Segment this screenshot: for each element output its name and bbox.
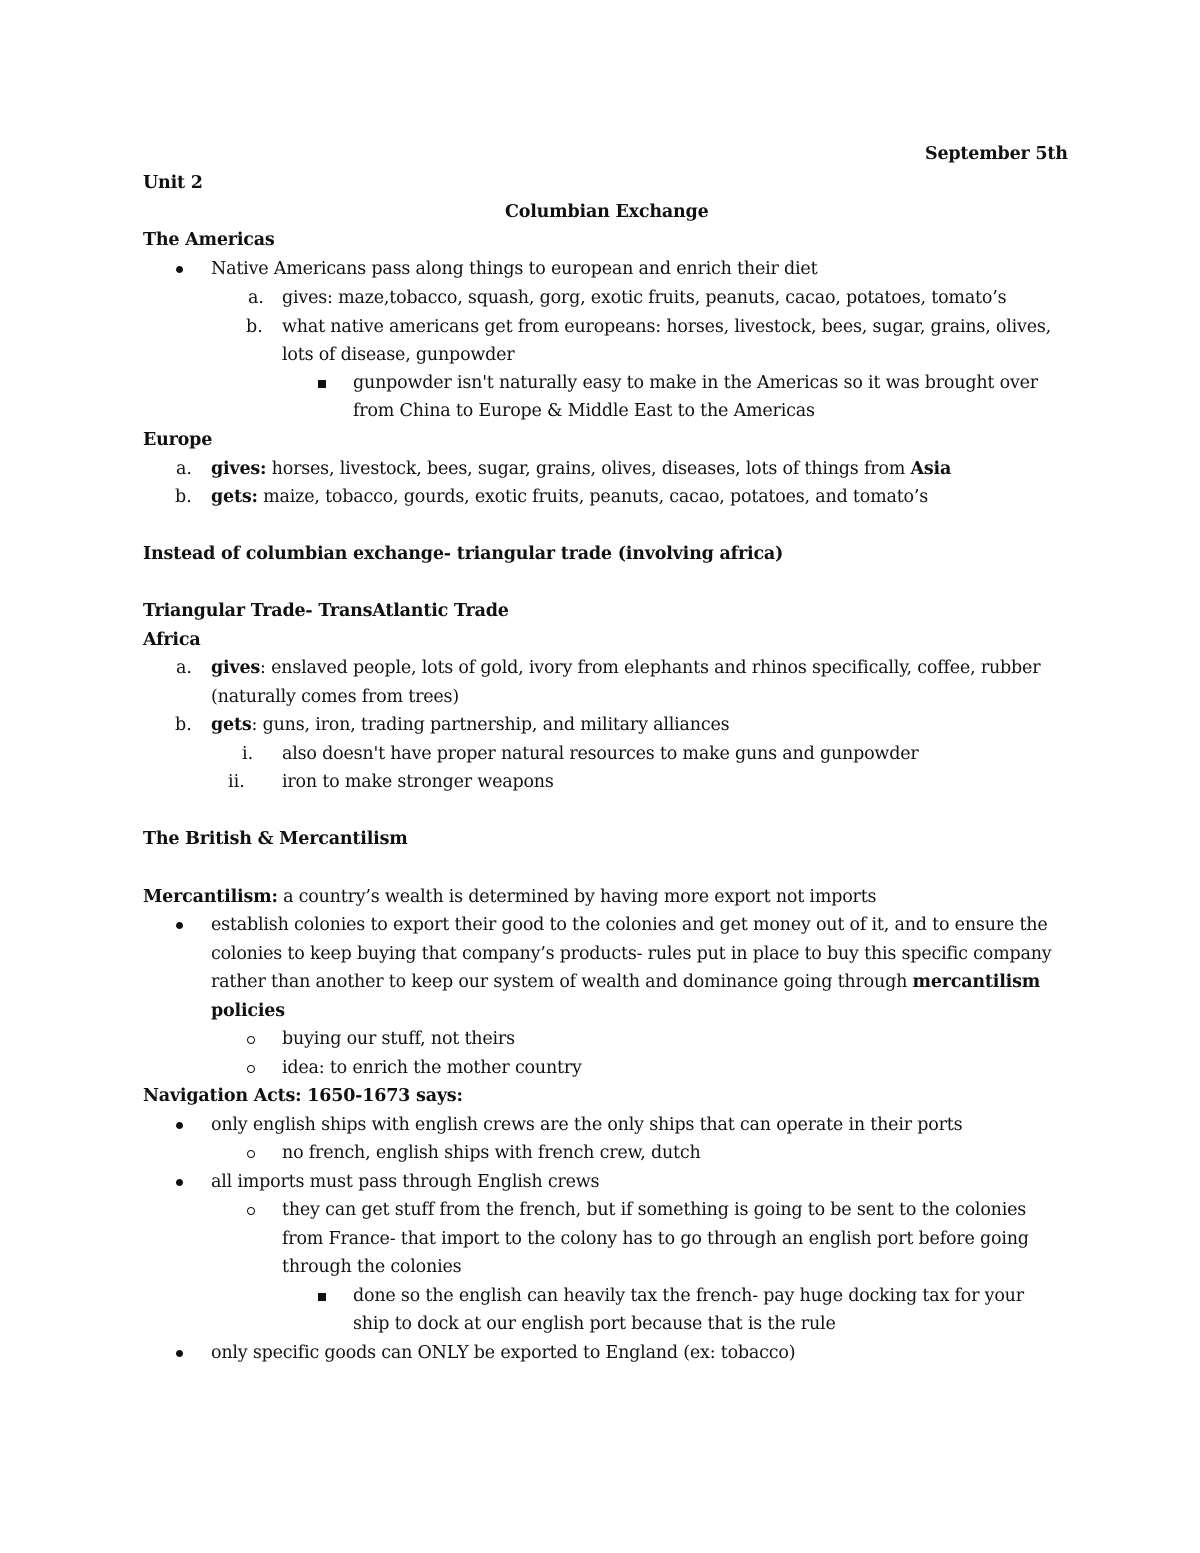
bullet-circle-icon (247, 1207, 255, 1215)
list-marker: b. (246, 317, 263, 337)
bullet-circle-icon (247, 1150, 255, 1158)
bullet-square-icon (318, 1293, 326, 1301)
mercantilism-label: Mercantilism: (143, 887, 278, 907)
americas-gets-line1: what native americans get from europeans: horses, livestock, bees, sugar, grains, olives, (282, 317, 1052, 337)
navigation-bullet-1: only english ships with english crews are the only ships that can operate in their ports (211, 1115, 963, 1135)
list-marker: b. (175, 715, 192, 735)
africa-gets-note-2: iron to make stronger weapons (282, 772, 554, 792)
bullet-dot-icon (176, 1179, 183, 1186)
europe-gives (211, 455, 951, 483)
list-marker: a. (248, 288, 264, 308)
americas-gives: gives: maze,tobacco, squash, gorg, exotic fruits, peanuts, cacao, potatoes, tomato’s (282, 288, 1007, 308)
europe-gives-text: horses, livestock, bees, sugar, grains, olives, diseases, lots of things from (266, 459, 911, 479)
list-marker: i. (242, 744, 254, 764)
colonies-line1: establish colonies to export their good to the colonies and get money out of it, and to ensure the (211, 915, 1048, 935)
americas-gets-line2: lots of disease, gunpowder (282, 345, 515, 365)
gives-label: gives (211, 658, 261, 678)
section-heading-navigation: Navigation Acts: 1650-1673 says: (143, 1086, 463, 1106)
section-heading-triangular: Triangular Trade- TransAtlantic Trade (143, 601, 509, 621)
page-title: Columbian Exchange (505, 202, 709, 222)
bullet-dot-icon (176, 266, 183, 273)
bullet-square-icon (318, 380, 326, 388)
americas-bullet: Native Americans pass along things to european and enrich their diet (211, 259, 818, 279)
section-heading-british: The British & Mercantilism (143, 829, 408, 849)
europe-gets-text: maize, tobacco, gourds, exotic fruits, peanuts, cacao, potatoes, and tomato’s (257, 487, 929, 507)
mercantilism-sub-2: idea: to enrich the mother country (282, 1058, 582, 1078)
gets-label: gets: (211, 487, 258, 507)
mercantilism-bold: mercantilism (912, 972, 1041, 992)
section-heading-europe: Europe (143, 430, 213, 450)
navigation-bullet-3: only specific goods can ONLY be exported to England (ex: tobacco) (211, 1343, 796, 1363)
africa-gives-line2: (naturally comes from trees) (211, 687, 459, 707)
docking-tax-line2: ship to dock at our english port because that is the rule (353, 1314, 836, 1334)
bullet-circle-icon (247, 1065, 255, 1073)
navigation-bullet-1-sub: no french, english ships with french crew, dutch (282, 1143, 701, 1163)
africa-gives-line1 (211, 654, 1040, 682)
section-heading-americas: The Americas (143, 230, 275, 250)
bullet-dot-icon (176, 1122, 183, 1129)
navigation-bullet-2-sub-line2: from France- that import to the colony has to go through an english port before going (282, 1229, 1029, 1249)
africa-gets (211, 711, 729, 739)
mercantilism-definition (143, 883, 876, 911)
bullet-dot-icon (176, 922, 183, 929)
gives-label: gives: (211, 459, 267, 479)
list-marker: a. (176, 658, 192, 678)
docking-tax-line1: done so the english can heavily tax the french- pay huge docking tax for your (353, 1286, 1024, 1306)
list-marker: ii. (228, 772, 245, 792)
mercantilism-sub-1: buying our stuff, not theirs (282, 1029, 515, 1049)
colonies-line3-text: rather than another to keep our system of wealth and dominance going through (211, 972, 913, 992)
africa-gets-note-1: also doesn't have proper natural resources to make guns and gunpowder (282, 744, 919, 764)
navigation-bullet-2: all imports must pass through English crews (211, 1172, 600, 1192)
mercantilism-text: a country’s wealth is determined by having more export not imports (277, 887, 877, 907)
date-heading: September 5th (925, 144, 1068, 164)
africa-gets-text: : guns, iron, trading partnership, and military alliances (251, 715, 730, 735)
gets-label: gets (211, 715, 252, 735)
triangular-trade-note: Instead of columbian exchange- triangular trade (involving africa) (143, 544, 784, 564)
unit-heading: Unit 2 (143, 173, 203, 193)
gunpowder-note-line2: from China to Europe & Middle East to the Americas (353, 401, 815, 421)
colonies-line2: colonies to keep buying that company’s products- rules put in place to buy this specific company (211, 944, 1052, 964)
navigation-bullet-2-sub-line1: they can get stuff from the french, but if something is going to be sent to the colonies (282, 1200, 1027, 1220)
bullet-circle-icon (247, 1036, 255, 1044)
colonies-line3 (211, 968, 1040, 996)
europe-gets (211, 483, 928, 511)
bullet-dot-icon (176, 1350, 183, 1357)
africa-gives-text: : enslaved people, lots of gold, ivory from elephants and rhinos specifically, coffee, rubber (260, 658, 1041, 678)
list-marker: b. (175, 487, 192, 507)
asia-label: Asia (910, 459, 952, 479)
list-marker: a. (176, 459, 192, 479)
policies-bold: policies (211, 1001, 285, 1021)
section-heading-africa: Africa (143, 630, 201, 650)
navigation-bullet-2-sub-line3: through the colonies (282, 1257, 462, 1277)
gunpowder-note-line1: gunpowder isn't naturally easy to make in the Americas so it was brought over (353, 373, 1038, 393)
